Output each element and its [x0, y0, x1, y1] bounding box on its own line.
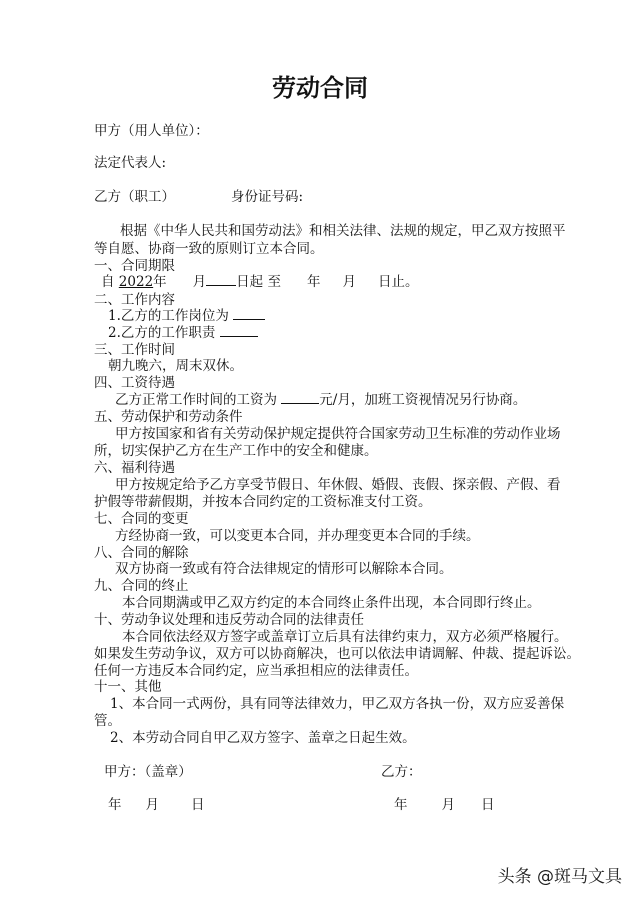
section-10-line-1: 本合同依法经双方签字或盖章订立后具有法律约束力，双方必须严格履行。 — [122, 629, 568, 645]
date-b-month: 月 — [441, 797, 455, 813]
term-end-year-unit: 年 — [306, 274, 321, 290]
section-7-body: 方经协商一致，可以变更本合同，并办理变更本合同的手续。 — [115, 528, 480, 544]
date-a-year: 年 — [108, 797, 122, 813]
signature-party-b: 乙方： — [381, 764, 422, 780]
watermark: 头条 @斑马文具 — [497, 867, 622, 887]
date-a-day: 日 — [191, 797, 205, 813]
legal-rep-label: 法定代表人: — [94, 155, 167, 171]
section-2-heading: 二、工作内容 — [94, 292, 175, 308]
page-title: 劳动合同 — [272, 74, 368, 102]
contract-term-line — [101, 272, 418, 292]
section-9-heading: 九、合同的终止 — [94, 578, 189, 594]
section-11-heading: 十一、其他 — [94, 679, 162, 695]
section-11-item-1-line-1: 1、本合同一式两份，具有同等法律效力，甲乙双方各执一份，双方应妥善保 — [110, 696, 565, 712]
term-year-unit: 年 — [153, 274, 167, 290]
section-5-line-1: 甲方按国家和省有关劳动保护规定提供符合国家劳动卫生标准的劳动作业场 — [115, 426, 561, 442]
section-6-heading: 六、福利待遇 — [94, 460, 175, 476]
salary-unit: 元/月，加班工资视情况另行协商。 — [319, 392, 527, 408]
term-month-unit: 月 — [192, 274, 207, 290]
section-6-line-2: 护假等带薪假期，并按本合同约定的工资标准支付工资。 — [94, 494, 432, 510]
date-a-month: 月 — [145, 797, 159, 813]
section-6-line-1: 甲方按规定给予乙方享受节假日、年休假、婚假、丧假、探亲假、产假、看 — [115, 477, 561, 493]
section-10-heading: 十、劳动争议处理和违反劳动合同的法律责任 — [94, 612, 364, 628]
signature-party-a: 甲方：（盖章） — [104, 764, 192, 780]
section-1-heading: 一、合同期限 — [94, 258, 175, 274]
section-9-body: 本合同期满或甲乙双方约定的本合同终止条件出现，本合同即行终止。 — [122, 595, 541, 611]
intro-line-2: 等自愿、协商一致的原则订立本合同。 — [94, 241, 324, 257]
date-party-b — [394, 795, 495, 815]
intro-line-1: 根据《中华人民共和国劳动法》和相关法律、法规的规定，甲乙双方按照平 — [120, 223, 566, 239]
section-10-line-2: 如果发生劳动争议，双方可以协商解决，也可以依法申请调解、仲裁、提起诉讼。 — [94, 646, 580, 662]
party-a-label: 甲方（用人单位）： — [94, 123, 209, 139]
job-duty-label: 2.乙方的工作职责 — [108, 325, 216, 341]
salary-label: 乙方正常工作时间的工资为 — [115, 392, 277, 408]
section-8-heading: 八、合同的解除 — [94, 545, 189, 561]
section-5-heading: 五、劳动保护和劳动条件 — [94, 409, 243, 425]
term-end-day-unit: 日止。 — [377, 274, 419, 290]
date-b-year: 年 — [394, 797, 408, 813]
party-b-label: 乙方（职工） — [94, 189, 175, 205]
section-5-line-2: 所，切实保护乙方在生产工作中的安全和健康。 — [94, 443, 378, 459]
term-end-month-unit: 月 — [342, 274, 356, 290]
date-party-a — [108, 795, 205, 815]
section-3-body: 朝九晚六，周末双休。 — [108, 358, 243, 374]
section-8-body: 双方协商一致或有符合法律规定的情形可以解除本合同。 — [115, 561, 453, 577]
job-position-label: 1.乙方的工作岗位为 — [108, 308, 229, 324]
section-7-heading: 七、合同的变更 — [94, 511, 189, 527]
term-from: 自 — [101, 274, 115, 290]
section-10-line-3: 任何一方违反本合同约定，应当承担相应的法律责任。 — [94, 663, 418, 679]
date-b-day: 日 — [481, 797, 495, 813]
section-11-item-2: 2、本劳动合同自甲乙双方签字、盖章之日起生效。 — [110, 730, 416, 746]
section-11-item-1-line-2: 管。 — [94, 713, 121, 729]
section-4-heading: 四、工资待遇 — [94, 375, 175, 391]
section-3-heading: 三、工作时间 — [94, 342, 175, 358]
term-year: 2022 — [118, 274, 154, 290]
id-number-label: 身份证号码: — [231, 189, 304, 205]
term-day-unit: 日起 至 — [236, 274, 281, 290]
